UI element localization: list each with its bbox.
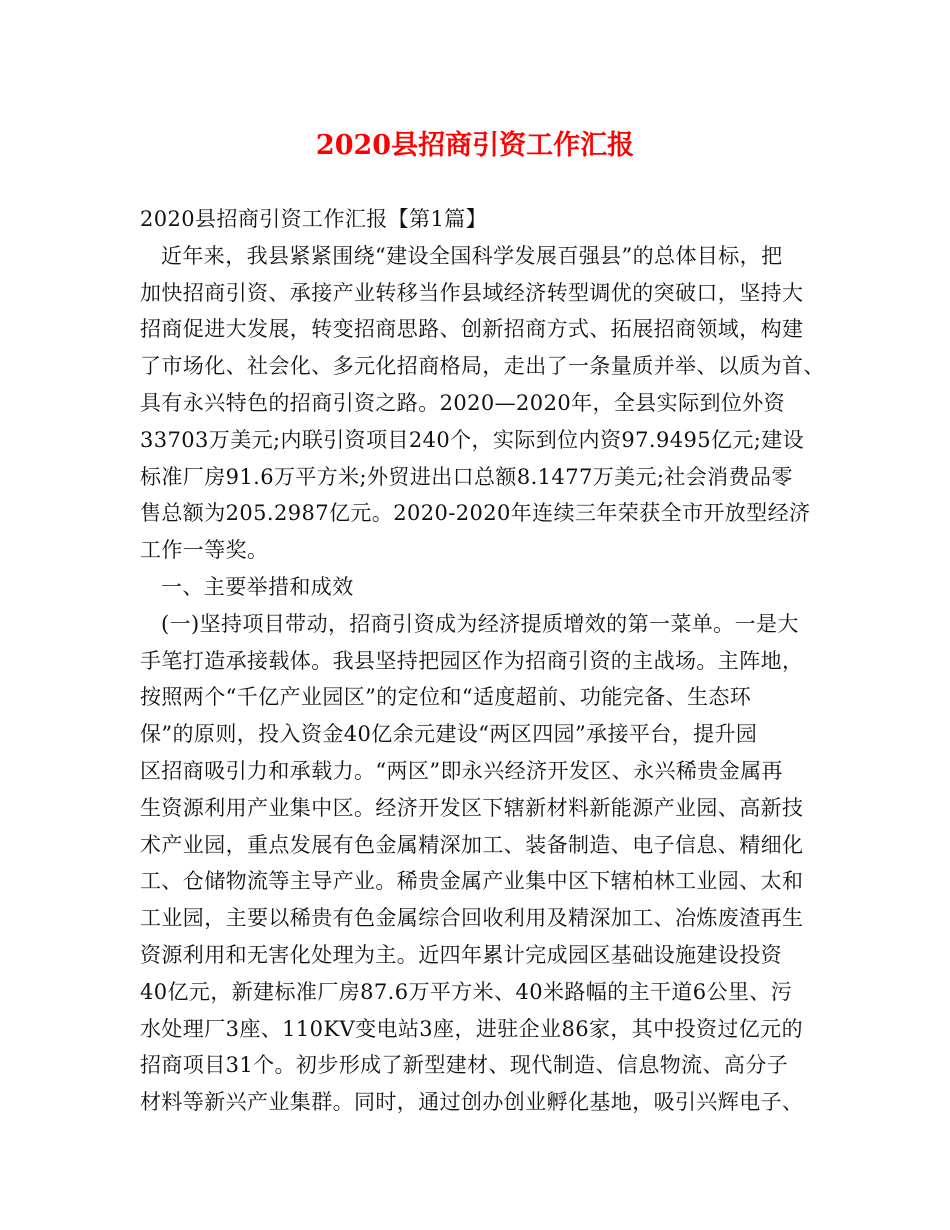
paragraph-line: 加快招商引资、承接产业转移当作县域经济转型调优的突破口，坚持大	[140, 280, 804, 305]
paragraph-line: 售总额为205.2987亿元。2020-2020年连续三年荣获全市开放型经济	[140, 501, 811, 526]
paragraph-line: 区招商吸引力和承载力。“两区”即永兴经济开发区、永兴稀贵金属再	[140, 758, 783, 783]
paragraph-line: 40亿元，新建标准厂房87.6万平方米、40米路幅的主干道6公里、污	[140, 979, 793, 1004]
paragraph-line: 招商项目31个。初步形成了新型建材、现代制造、信息物流、高分子	[140, 1053, 789, 1078]
paragraph-line: 保”的原则，投入资金40亿余元建设“两区四园”承接平台，提升园	[140, 722, 758, 747]
paragraph-line: 资源利用和无害化处理为主。近四年累计完成园区基础设施建设投资	[140, 942, 782, 967]
paragraph-line: 按照两个“千亿产业园区”的定位和“适度超前、功能完备、生态环	[140, 685, 752, 710]
paragraph-line: 工作一等奖。	[140, 538, 269, 563]
paragraph-line: 招商促进大发展，转变招商思路、创新招商方式、拓展招商领域，构建	[140, 317, 804, 342]
paragraph-line: 工业园，主要以稀贵有色金属综合回收利用及精深加工、冶炼废渣再生	[140, 906, 804, 931]
paragraph-line: 手笔打造承接载体。我县坚持把园区作为招商引资的主战场。主阵地，	[140, 648, 804, 673]
paragraph-line: 33703万美元;内联引资项目240个，实际到位内资97.9495亿元;建设	[140, 427, 805, 452]
paragraph-line: 生资源利用产业集中区。经济开发区下辖新材料新能源产业园、高新技	[140, 795, 804, 820]
subheading: 一、主要举措和成效	[161, 574, 354, 599]
document-title: 2020县招商引资工作汇报	[315, 130, 635, 161]
paragraph-line: 工、仓储物流等主导产业。稀贵金属产业集中区下辖柏林工业园、太和	[140, 869, 804, 894]
paragraph-line: 材料等新兴产业集群。同时，通过创办创业孵化基地，吸引兴辉电子、	[140, 1090, 804, 1115]
paragraph-line: 近年来，我县紧紧围绕“建设全国科学发展百强县”的总体目标，把	[161, 243, 783, 268]
paragraph-line: 了市场化、社会化、多元化招商格局，走出了一条量质并举、以质为首、	[140, 354, 825, 379]
paragraph-line: 水处理厂3座、110KV变电站3座，进驻企业86家，其中投资过亿元的	[140, 1016, 803, 1041]
paragraph-line: 标准厂房91.6万平方米;外贸进出口总额8.1477万美元;社会消费品零	[140, 464, 793, 489]
paragraph-line: 具有永兴特色的招商引资之路。2020—2020年，全县实际到位外资	[140, 390, 786, 415]
paragraph-line: 术产业园，重点发展有色金属精深加工、装备制造、电子信息、精细化	[140, 832, 804, 857]
section-heading: 2020县招商引资工作汇报【第1篇】	[140, 207, 488, 231]
paragraph-line: (一)坚持项目带动，招商引资成为经济提质增效的第一菜单。一是大	[161, 611, 799, 636]
document-body	[140, 201, 825, 1121]
